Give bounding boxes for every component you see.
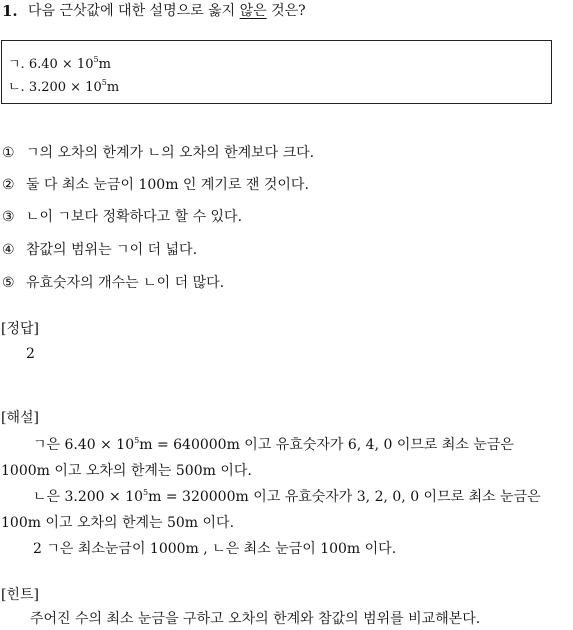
- explanation-paragraph-1-line-2: 1000m 이고 오차의 한계는 500m 이다.: [1, 463, 252, 479]
- question-text-after: 것은?: [266, 3, 306, 19]
- choice-4-text: 참값의 범위는 ㄱ이 더 넓다.: [26, 242, 198, 258]
- given-value-2-base: ㄴ. 3.200 × 10: [8, 80, 102, 95]
- choice-5: [2, 276, 224, 290]
- answer-value: 2: [26, 346, 35, 362]
- answer-label: [정답]: [1, 321, 39, 337]
- given-value-2: [8, 78, 120, 95]
- hint-label: [힌트]: [1, 587, 39, 603]
- hint-text: 주어진 수의 최소 눈금을 구하고 오차의 한계와 참값의 범위를 비교해본다.: [30, 611, 481, 627]
- choice-1-number: ①: [2, 145, 15, 161]
- given-value-1-exponent: 5: [93, 55, 99, 64]
- explanation-paragraph-2-line-1: [33, 490, 541, 504]
- explanation-1-rest: m = 640000m 이고 유효숫자가 6, 4, 0 이므로 최소 눈금은: [139, 437, 514, 453]
- choice-5-text: 유효숫자의 개수는 ㄴ이 더 많다.: [26, 275, 225, 291]
- explanation-1-exponent: 5: [134, 436, 140, 445]
- explanation-paragraph-1-line-1: [33, 438, 514, 452]
- choice-2: [2, 178, 309, 192]
- explanation-1-base: ㄱ은 6.40 × 10: [33, 437, 135, 453]
- explanation-paragraph-3: 2 ㄱ은 최소눈금이 1000m , ㄴ은 최소 눈금이 100m 이다.: [33, 541, 397, 557]
- given-value-1-base: ㄱ. 6.40 × 10: [8, 57, 94, 72]
- explanation-paragraph-2-line-2: 100m 이고 오차의 한계는 50m 이다.: [1, 515, 235, 531]
- given-values-box: [1, 40, 552, 104]
- explanation-2-exponent: 5: [143, 488, 149, 497]
- question-number: 1.: [2, 2, 18, 20]
- explanation-2-base: ㄴ은 3.200 × 10: [33, 489, 144, 505]
- question-text: [28, 4, 306, 18]
- given-value-1: [8, 55, 111, 72]
- given-value-2-unit: m: [106, 80, 120, 95]
- question-text-before: 다음 근삿값에 대한 설명으로 옳지: [28, 3, 240, 19]
- choice-4: [2, 243, 197, 257]
- choice-2-number: ②: [2, 177, 15, 193]
- choice-1: [2, 146, 314, 160]
- choice-2-text: 둘 다 최소 눈금이 100m 인 계기로 잰 것이다.: [26, 177, 309, 193]
- choice-1-text: ㄱ의 오차의 한계가 ㄴ의 오차의 한계보다 크다.: [26, 145, 315, 161]
- choice-5-number: ⑤: [2, 275, 15, 291]
- given-value-1-unit: m: [98, 57, 111, 72]
- choice-3: [2, 210, 242, 224]
- question-text-underlined: 않은: [239, 3, 267, 19]
- given-value-2-exponent: 5: [101, 78, 107, 87]
- explanation-label: [해설]: [1, 410, 39, 426]
- choice-3-text: ㄴ이 ㄱ보다 정확하다고 할 수 있다.: [26, 209, 243, 225]
- choice-4-number: ④: [2, 242, 15, 258]
- choice-3-number: ③: [2, 209, 15, 225]
- explanation-2-rest: m = 320000m 이고 유효숫자가 3, 2, 0, 0 이므로 최소 눈금은: [148, 489, 541, 505]
